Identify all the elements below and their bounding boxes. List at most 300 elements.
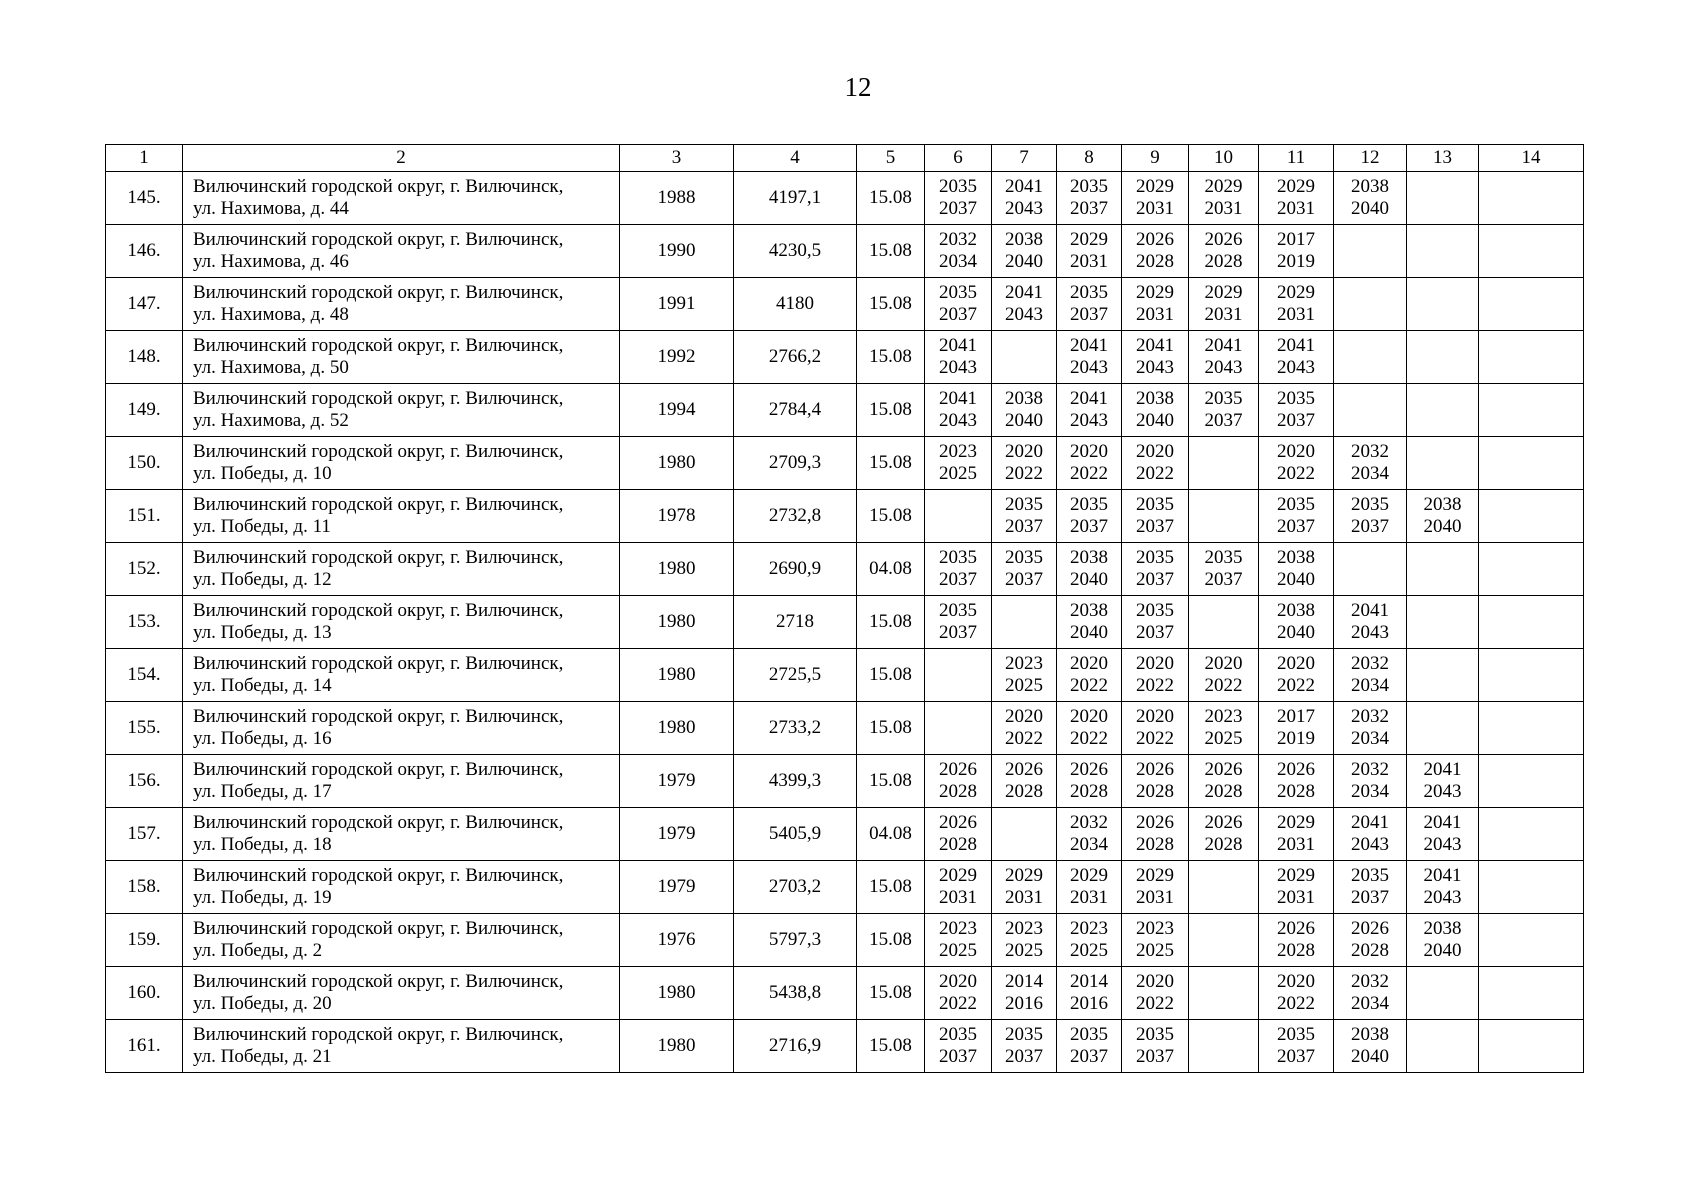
period-cell-col-13 [1407,543,1479,596]
year-built-cell: 1994 [620,384,734,437]
period-cell-col-8 [1057,384,1122,437]
period-start-year: 2038 [1277,600,1315,621]
area-cell: 5797,3 [734,914,857,967]
period-start-year: 2041 [1423,865,1462,886]
period-end-year: 2037 [1136,1046,1174,1067]
period-start-year: 2029 [1277,282,1315,303]
address-cell [183,649,620,702]
period-start-year: 2035 [1070,494,1108,515]
address-line: Вилючинский городской округ, г. Вилючинск, [193,600,564,621]
period-cell-col-9 [1122,543,1189,596]
period-cell-col-12 [1334,967,1407,1020]
period-cell-col-13 [1407,808,1479,861]
address-cell [183,331,620,384]
row-number-cell: 154. [106,649,183,702]
address-cell [183,755,620,808]
period-start-year: 2023 [939,918,977,939]
period-start-year: 2020 [1136,653,1174,674]
period-cell-col-7 [992,278,1057,331]
period-end-year: 2037 [1136,516,1174,537]
period-cell-col-10 [1189,331,1259,384]
column-header: 3 [620,145,734,172]
period-cell-col-7 [992,649,1057,702]
address-line: Вилючинский городской округ, г. Вилючинск, [193,441,564,462]
table-row [106,172,1584,225]
period-end-year: 2037 [939,304,977,325]
period-cell-col-8 [1057,172,1122,225]
period-start-year: 2038 [1277,547,1315,568]
column-header: 12 [1334,145,1407,172]
table-row [106,437,1584,490]
table-row [106,384,1584,437]
period-cell-col-8 [1057,543,1122,596]
period-start-year: 2029 [1136,282,1174,303]
period-end-year: 2022 [1070,463,1108,484]
address-line: ул. Нахимова, д. 50 [193,357,349,378]
address-line: ул. Нахимова, д. 44 [193,198,349,219]
period-cell-col-10 [1189,808,1259,861]
period-start-year: 2041 [1005,176,1043,197]
period-start-year: 2023 [1005,653,1043,674]
period-end-year: 2037 [939,569,977,590]
address-cell [183,384,620,437]
area-cell: 4197,1 [734,172,857,225]
address-cell [183,490,620,543]
period-end-year: 2040 [1277,569,1315,590]
area-cell: 2766,2 [734,331,857,384]
year-built-cell: 1988 [620,172,734,225]
period-start-year: 2029 [1070,229,1108,250]
period-cell-col-11 [1259,967,1334,1020]
period-cell-col-12 [1334,808,1407,861]
period-end-year: 2037 [939,1046,977,1067]
address-line: Вилючинский городской округ, г. Вилючинск, [193,282,564,303]
period-cell-col-11 [1259,437,1334,490]
year-built-cell: 1979 [620,755,734,808]
period-cell-col-11 [1259,1020,1334,1073]
period-cell-col-10 [1189,861,1259,914]
period-cell-col-9 [1122,914,1189,967]
period-end-year: 2037 [1005,1046,1043,1067]
period-cell-col-7 [992,384,1057,437]
period-cell-col-12 [1334,384,1407,437]
period-end-year: 2019 [1277,728,1315,749]
period-start-year: 2035 [1277,388,1315,409]
period-end-year: 2031 [1070,887,1108,908]
period-end-year: 2040 [1136,410,1174,431]
period-cell-col-12 [1334,596,1407,649]
period-start-year: 2035 [1204,547,1243,568]
period-end-year: 2043 [1204,357,1243,378]
code-cell: 15.08 [857,1020,925,1073]
column-header: 10 [1189,145,1259,172]
period-end-year: 2025 [1070,940,1108,961]
period-start-year: 2020 [939,971,977,992]
period-cell-col-13 [1407,490,1479,543]
period-cell-col-12 [1334,172,1407,225]
period-cell-col-8 [1057,967,1122,1020]
address-line: Вилючинский городской округ, г. Вилючинск, [193,388,564,409]
period-start-year: 2041 [1005,282,1043,303]
period-start-year: 2035 [1070,176,1108,197]
table-row [106,331,1584,384]
table-row [106,1020,1584,1073]
period-cell-col-12 [1334,225,1407,278]
period-start-year: 2035 [939,547,977,568]
period-end-year: 2028 [1277,940,1315,961]
period-start-year: 2023 [1136,918,1174,939]
period-end-year: 2028 [1136,781,1174,802]
row-number-cell: 157. [106,808,183,861]
period-cell-col-8 [1057,596,1122,649]
period-end-year: 2022 [1136,675,1174,696]
period-start-year: 2026 [1070,759,1108,780]
period-end-year: 2034 [1351,781,1389,802]
period-cell-col-14 [1479,861,1584,914]
period-cell-col-9 [1122,755,1189,808]
period-cell-col-9 [1122,490,1189,543]
period-cell-col-11 [1259,861,1334,914]
period-cell-col-8 [1057,1020,1122,1073]
period-end-year: 2031 [1136,887,1174,908]
period-cell-col-13 [1407,967,1479,1020]
period-start-year: 2035 [1136,547,1174,568]
period-end-year: 2022 [1277,675,1315,696]
period-start-year: 2041 [1423,759,1462,780]
period-cell-col-14 [1479,437,1584,490]
area-cell: 2690,9 [734,543,857,596]
period-cell-col-10 [1189,172,1259,225]
period-cell-col-13 [1407,1020,1479,1073]
period-start-year: 2026 [939,759,977,780]
period-start-year: 2041 [1277,335,1315,356]
code-cell: 15.08 [857,755,925,808]
row-number-cell: 161. [106,1020,183,1073]
period-start-year: 2020 [1005,706,1043,727]
address-cell [183,596,620,649]
period-start-year: 2020 [1277,971,1315,992]
period-start-year: 2026 [1204,759,1243,780]
period-end-year: 2037 [1070,198,1108,219]
table-row [106,861,1584,914]
address-line: ул. Победы, д. 21 [193,1046,332,1067]
period-cell-col-13 [1407,384,1479,437]
period-cell-col-9 [1122,808,1189,861]
code-cell: 15.08 [857,967,925,1020]
period-start-year: 2029 [1136,865,1174,886]
address-line: ул. Победы, д. 18 [193,834,332,855]
period-cell-col-14 [1479,755,1584,808]
address-cell [183,225,620,278]
period-cell-col-13 [1407,225,1479,278]
area-cell: 2709,3 [734,437,857,490]
period-cell-col-7 [992,702,1057,755]
period-cell-col-11 [1259,649,1334,702]
period-cell-col-11 [1259,172,1334,225]
period-start-year: 2020 [1070,653,1108,674]
period-cell-col-12 [1334,649,1407,702]
period-end-year: 2043 [1070,410,1108,431]
period-end-year: 2028 [1070,781,1108,802]
period-start-year: 2041 [1070,335,1108,356]
code-cell: 15.08 [857,649,925,702]
address-cell [183,278,620,331]
period-cell-col-6 [925,490,992,543]
period-start-year: 2026 [1136,759,1174,780]
period-start-year: 2026 [1136,812,1174,833]
period-cell-col-6 [925,649,992,702]
period-cell-col-9 [1122,331,1189,384]
address-cell [183,967,620,1020]
row-number-cell: 160. [106,967,183,1020]
period-cell-col-8 [1057,278,1122,331]
area-cell: 2725,5 [734,649,857,702]
code-cell: 15.08 [857,914,925,967]
column-header: 4 [734,145,857,172]
period-cell-col-12 [1334,278,1407,331]
period-end-year: 2037 [1204,569,1243,590]
column-header: 6 [925,145,992,172]
year-built-cell: 1992 [620,331,734,384]
period-start-year: 2038 [1136,388,1174,409]
period-start-year: 2038 [1070,547,1108,568]
period-cell-col-14 [1479,914,1584,967]
row-number-cell: 158. [106,861,183,914]
period-end-year: 2037 [1136,622,1174,643]
period-end-year: 2022 [1277,463,1315,484]
row-number-cell: 147. [106,278,183,331]
period-cell-col-6 [925,914,992,967]
period-start-year: 2026 [1351,918,1389,939]
area-cell: 2784,4 [734,384,857,437]
period-start-year: 2038 [1005,388,1043,409]
period-cell-col-13 [1407,914,1479,967]
address-line: ул. Победы, д. 20 [193,993,332,1014]
code-cell: 15.08 [857,172,925,225]
table-row [106,755,1584,808]
period-cell-col-6 [925,702,992,755]
period-cell-col-7 [992,437,1057,490]
period-start-year: 2035 [1005,547,1043,568]
code-cell: 15.08 [857,331,925,384]
period-start-year: 2035 [1136,494,1174,515]
address-line: Вилючинский городской округ, г. Вилючинск, [193,759,564,780]
row-number-cell: 149. [106,384,183,437]
period-cell-col-13 [1407,331,1479,384]
address-line: ул. Победы, д. 10 [193,463,332,484]
period-cell-col-14 [1479,172,1584,225]
year-built-cell: 1976 [620,914,734,967]
period-end-year: 2031 [1277,834,1315,855]
period-cell-col-11 [1259,702,1334,755]
area-cell: 2732,8 [734,490,857,543]
period-cell-col-14 [1479,543,1584,596]
period-end-year: 2025 [1136,940,1174,961]
address-line: Вилючинский городской округ, г. Вилючинск, [193,229,564,250]
period-end-year: 2043 [1277,357,1315,378]
row-number-cell: 155. [106,702,183,755]
period-end-year: 2037 [1351,516,1389,537]
period-end-year: 2037 [1277,410,1315,431]
column-header: 9 [1122,145,1189,172]
period-start-year: 2029 [1277,176,1315,197]
period-end-year: 2031 [939,887,977,908]
period-cell-col-10 [1189,384,1259,437]
period-end-year: 2025 [939,940,977,961]
period-start-year: 2035 [1005,1024,1043,1045]
period-end-year: 2022 [1136,728,1174,749]
period-cell-col-12 [1334,914,1407,967]
period-end-year: 2043 [1005,304,1043,325]
row-number-cell: 153. [106,596,183,649]
register-body [106,145,1584,1073]
period-cell-col-7 [992,914,1057,967]
period-cell-col-10 [1189,914,1259,967]
period-end-year: 2037 [1070,304,1108,325]
period-cell-col-7 [992,808,1057,861]
period-cell-col-11 [1259,596,1334,649]
area-cell: 4399,3 [734,755,857,808]
period-end-year: 2040 [1070,622,1108,643]
period-cell-col-13 [1407,596,1479,649]
code-cell: 04.08 [857,543,925,596]
period-cell-col-10 [1189,543,1259,596]
period-end-year: 2028 [1204,834,1243,855]
period-end-year: 2043 [1423,834,1462,855]
period-cell-col-9 [1122,1020,1189,1073]
year-built-cell: 1978 [620,490,734,543]
area-cell: 4180 [734,278,857,331]
period-cell-col-8 [1057,225,1122,278]
address-line: ул. Победы, д. 19 [193,887,332,908]
period-start-year: 2026 [1005,759,1043,780]
address-cell [183,808,620,861]
period-end-year: 2022 [1204,675,1243,696]
period-cell-col-10 [1189,596,1259,649]
period-start-year: 2032 [1351,706,1389,727]
period-end-year: 2016 [1070,993,1108,1014]
period-cell-col-9 [1122,384,1189,437]
period-start-year: 2032 [1351,759,1389,780]
period-cell-col-6 [925,596,992,649]
period-start-year: 2038 [1351,176,1389,197]
period-start-year: 2026 [1136,229,1174,250]
period-start-year: 2029 [1136,176,1174,197]
period-end-year: 2022 [1005,728,1043,749]
address-cell [183,172,620,225]
period-start-year: 2035 [939,1024,977,1045]
period-start-year: 2038 [1351,1024,1389,1045]
period-start-year: 2035 [1277,1024,1315,1045]
year-built-cell: 1979 [620,808,734,861]
period-end-year: 2025 [1005,675,1043,696]
period-cell-col-13 [1407,755,1479,808]
period-end-year: 2034 [1351,675,1389,696]
address-line: Вилючинский городской округ, г. Вилючинск, [193,1024,564,1045]
address-cell [183,861,620,914]
period-cell-col-14 [1479,649,1584,702]
period-start-year: 2038 [1070,600,1108,621]
register-table [105,144,1584,1073]
period-start-year: 2029 [1204,176,1243,197]
period-start-year: 2035 [939,176,977,197]
code-cell: 15.08 [857,278,925,331]
address-line: ул. Победы, д. 14 [193,675,332,696]
period-end-year: 2028 [1136,834,1174,855]
period-cell-col-9 [1122,437,1189,490]
code-cell: 15.08 [857,861,925,914]
year-built-cell: 1980 [620,1020,734,1073]
table-row [106,543,1584,596]
period-start-year: 2020 [1136,441,1174,462]
period-start-year: 2035 [1277,494,1315,515]
period-end-year: 2022 [1136,463,1174,484]
area-cell: 5438,8 [734,967,857,1020]
period-cell-col-14 [1479,702,1584,755]
period-start-year: 2020 [1204,653,1243,674]
address-cell [183,1020,620,1073]
column-header: 13 [1407,145,1479,172]
period-start-year: 2014 [1070,971,1108,992]
period-end-year: 2043 [1351,834,1389,855]
row-number-cell: 146. [106,225,183,278]
period-end-year: 2028 [939,834,977,855]
period-end-year: 2025 [939,463,977,484]
period-cell-col-6 [925,755,992,808]
period-end-year: 2037 [1070,1046,1108,1067]
period-cell-col-14 [1479,384,1584,437]
row-number-cell: 156. [106,755,183,808]
period-cell-col-12 [1334,755,1407,808]
period-end-year: 2040 [1351,1046,1389,1067]
column-header: 7 [992,145,1057,172]
period-start-year: 2020 [1277,653,1315,674]
period-cell-col-13 [1407,649,1479,702]
address-line: ул. Победы, д. 11 [193,516,331,537]
period-start-year: 2035 [1070,282,1108,303]
column-header: 1 [106,145,183,172]
area-cell: 2703,2 [734,861,857,914]
period-start-year: 2041 [939,335,977,356]
period-start-year: 2017 [1277,706,1315,727]
period-start-year: 2035 [1136,1024,1174,1045]
period-start-year: 2020 [1070,441,1108,462]
period-cell-col-8 [1057,331,1122,384]
period-cell-col-6 [925,543,992,596]
period-end-year: 2037 [939,198,977,219]
row-number-cell: 152. [106,543,183,596]
period-cell-col-7 [992,172,1057,225]
period-cell-col-6 [925,861,992,914]
period-start-year: 2038 [1423,918,1462,939]
period-cell-col-12 [1334,1020,1407,1073]
period-cell-col-6 [925,172,992,225]
period-end-year: 2022 [1277,993,1315,1014]
area-cell: 4230,5 [734,225,857,278]
year-built-cell: 1991 [620,278,734,331]
period-start-year: 2035 [1136,600,1174,621]
period-end-year: 2037 [1351,887,1389,908]
area-cell: 2733,2 [734,702,857,755]
period-cell-col-12 [1334,437,1407,490]
period-cell-col-8 [1057,808,1122,861]
period-end-year: 2037 [1005,516,1043,537]
period-cell-col-6 [925,967,992,1020]
period-cell-col-13 [1407,278,1479,331]
column-header: 5 [857,145,925,172]
period-start-year: 2041 [939,388,977,409]
period-cell-col-9 [1122,596,1189,649]
